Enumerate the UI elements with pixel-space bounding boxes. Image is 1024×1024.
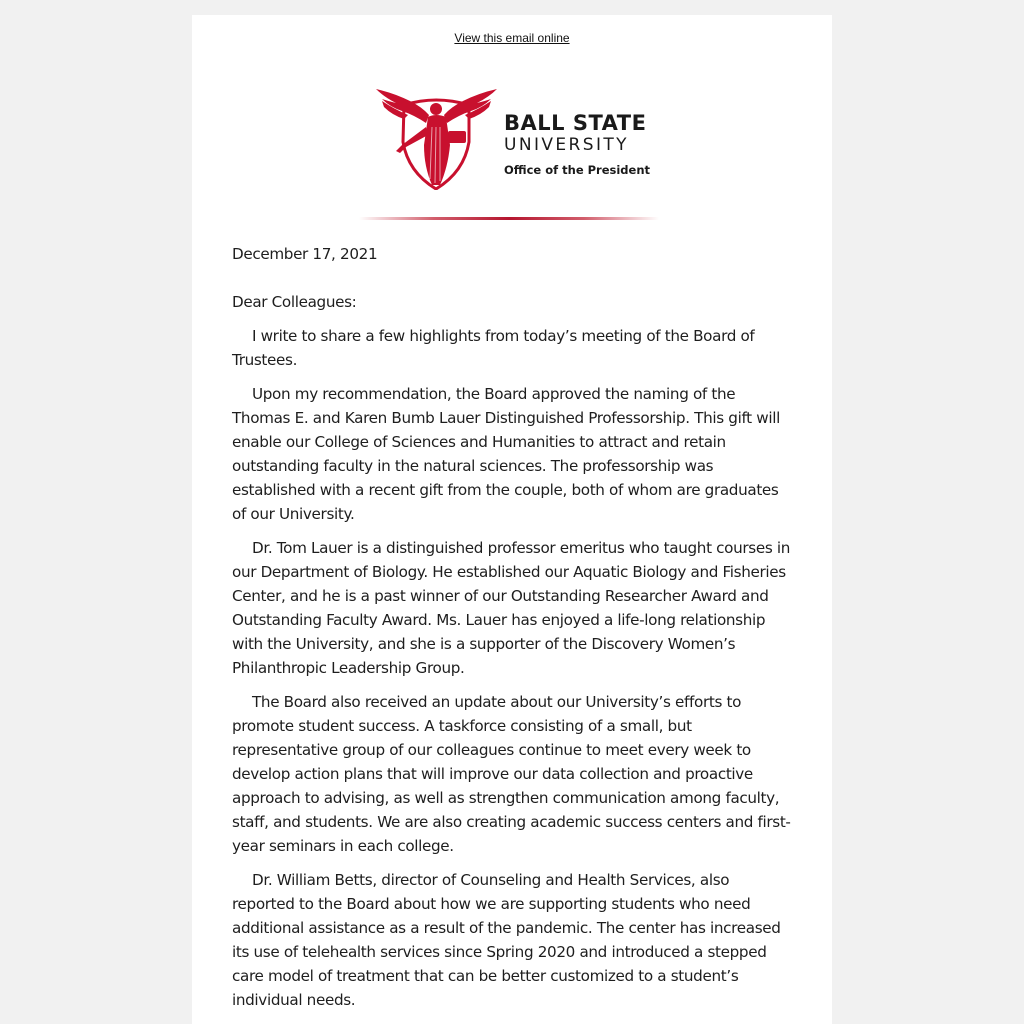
logo-ball-state: BALL STATE — [504, 111, 647, 135]
beneficence-shield-icon — [374, 87, 499, 190]
email-body — [192, 15, 832, 1024]
letter-date: December 17, 2021 — [232, 245, 378, 263]
logo-university: UNIVERSITY — [504, 135, 629, 155]
logo-office: Office of the President — [504, 163, 651, 177]
letter-paragraph: Dr. William Betts, director of Counseling and Health Services, also reported to the Board about how we are supporting students who need additional assistance as a result of the pandemic. The center has increased its use of telehealth services since Spring 2020 and introduced a stepped care model of treatment that can be better customized to a student’s individual needs. — [232, 871, 781, 1009]
letter-salutation: Dear Colleagues: — [232, 293, 357, 311]
letter-paragraph: The Board also received an update about our University’s efforts to promote student success. A taskforce consisting of a small, but representative group of our colleagues continue to meet every week to develop action plans that will improve our data collection and proactive approach to advising, as well as strengthen communication among faculty, staff, and students. We are also creating academic success centers and first-year seminars in each college. — [232, 693, 791, 855]
view-online-row — [192, 31, 832, 45]
letter-paragraph: I write to share a few highlights from today’s meeting of the Board of Trustees. — [232, 327, 755, 369]
letter-paragraph: Upon my recommendation, the Board approved the naming of the Thomas E. and Karen Bumb Lauer Distinguished Professorship. This gift will enable our College of Sciences and Humanities to attract and retain outstanding faculty in the natural sciences. The professorship was established with a recent gift from the couple, both of whom are graduates of our University. — [232, 385, 780, 523]
letter-content — [232, 242, 792, 1022]
logo-wordmark — [504, 111, 650, 177]
letter-paragraph: Dr. Tom Lauer is a distinguished professor emeritus who taught courses in our Department of Biology. He established our Aquatic Biology and Fisheries Center, and he is a past winner of our Outstanding Researcher Award and Outstanding Faculty Award. Ms. Lauer has enjoyed a life-long relationship with the University, and she is a supporter of the Discovery Women’s Philanthropic Leadership Group. — [232, 539, 791, 677]
header-divider — [359, 217, 659, 220]
university-logo — [374, 87, 654, 192]
view-email-online-link[interactable]: View this email online — [454, 31, 570, 45]
